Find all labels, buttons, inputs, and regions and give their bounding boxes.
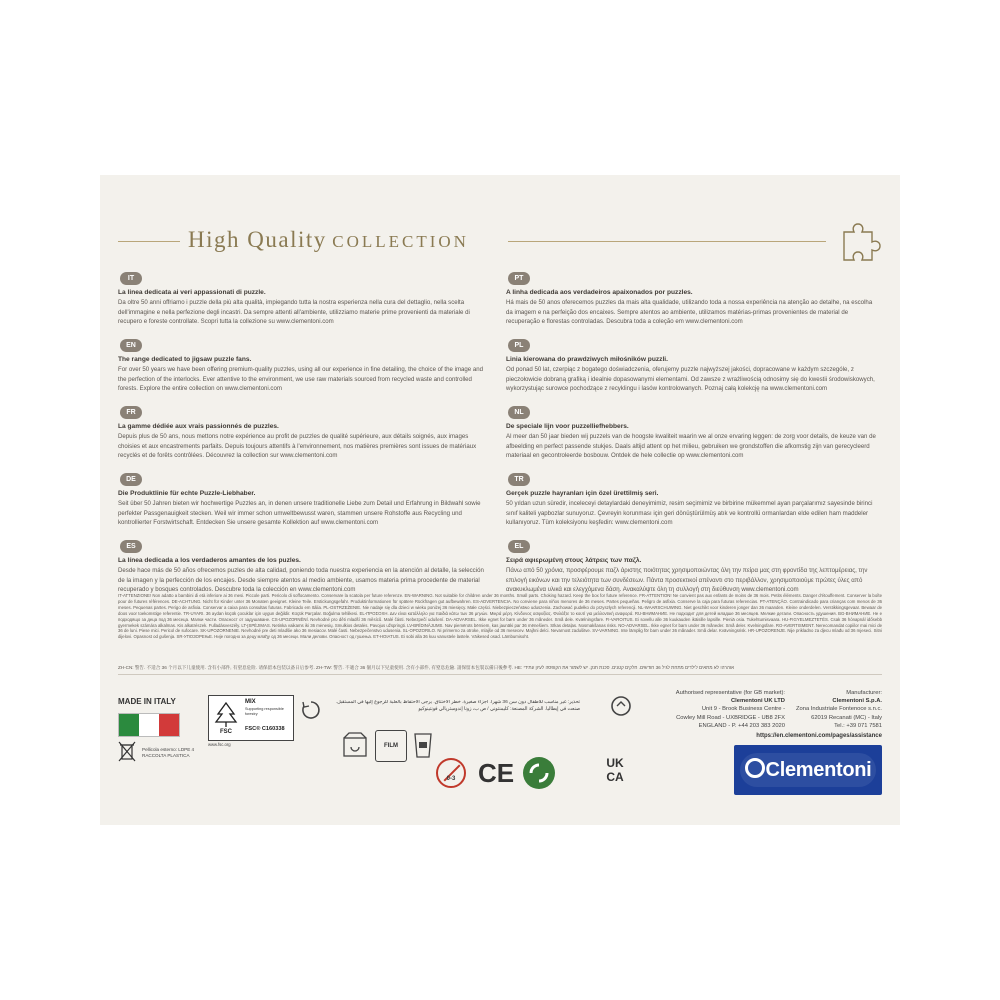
language-block-fr <box>118 401 490 468</box>
manufacturer-address-line: 62019 Recanati (MC) - Italy <box>811 714 882 721</box>
language-description: Πάνω από 50 χρόνια, προσφέρουμε παζλ άριστης ποιότητας χρησιμοποιώντας όλη την πείρα μας στη φροντίδα της λεπτομέρειας, την επιλογή εικόνων και την τελειότητα των συνδέσεων. Πάντα προσεκτικοί απέναντι στο περιβάλλον, χρησιμοποιούμε πρώτες ύλες από ανακυκλωμένα υλικά και ελεγχόμενα δάση. Ανακαλύψτε όλη τη συλλογή στη διεύθυνση www.clementoni.com <box>506 567 868 594</box>
authorised-label: Authorised representative (for GB market): <box>675 690 785 696</box>
language-headline: A linha dedicada aos verdadeiros apaixonados por puzzles. <box>506 289 693 296</box>
age-warning-text: 0-3 <box>446 776 456 782</box>
authorised-address-line: Unit 9 - Brook Business Centre - <box>701 706 785 713</box>
language-badge: FR <box>120 406 142 419</box>
language-description: Al meer dan 50 jaar bieden wij puzzels van de hoogste kwaliteit waarin we al onze ervaring leggen: de zorg voor details, de keuze van de afbeelding en perfect passende stukjes. Daals altijd attent op het milieu, gebruiken we grondstoffen die afkomstig zijn van gerecycleerd materiaal en gecontroleerde bosbouw. Ontdek de hele collectie op www.clementoni.com <box>506 433 876 460</box>
language-description: 50 yıldan uzun süredir, inceleceyi detaylardaki deneyimimiz, resim seçimimiz ve birbirine mükemmel ayan parçalarımız sayesinde birinci sınıf kaliteli yapbozlar sunuyoruz. Çevreyin korunması için geri dönüştürülmüş atık ve kontrollü ormanlardan elde edilen ham maddeler kullanıyoruz. Tüm koleksiyonu keşfedin: www.clementoni.com <box>506 500 873 527</box>
logo-ring-icon <box>745 758 765 778</box>
manufacturer-address-line: Tel.: +39 071 7581 <box>834 722 882 729</box>
svg-text:FSC: FSC <box>220 729 232 734</box>
language-headline: Linia kierowana do prawdziwych miłośników puzzli. <box>506 356 668 363</box>
puzzle-piece-icon <box>838 220 882 264</box>
language-badge: TR <box>508 473 530 486</box>
language-column-right <box>506 267 878 602</box>
language-description: Depuis plus de 50 ans, nous mettons notre expérience au profit de puzzles de qualité supérieure, aux détails soignés, aux images choisies et aux encastrements parfaits. Depuis toujours attentifs à l'environnement, nos matières premières sont issues de matériaux recyclés et de forêts contrôlées. Découvrez la collection sur www.clementoni.com <box>118 433 477 460</box>
language-description: Seit über 50 Jahren bieten wir hochwertige Puzzles an, in denen unsere traditionelle Liebe zum Detail und Erfahrung in Bildwahl sowie perfekter Passgenauigkeit stecken. Weil wir immer schon umweltbewusst waren, stammen unsere Rohstoffe aus Recycling und kontrollierter Forstwirtschaft. Entdecken Sie unsere gesamte Kollektion auf www.clementoni.com <box>118 500 481 527</box>
header-rule-left <box>118 241 180 242</box>
language-badge: NL <box>508 406 530 419</box>
authorised-name: Clementoni UK LTD <box>731 698 785 705</box>
manufacturer-address-line: Zona Industriale Fontenoce s.n.c. <box>795 706 882 713</box>
language-block-it <box>118 267 490 334</box>
language-column-left <box>118 267 490 602</box>
fsc-tree-icon <box>213 700 239 734</box>
authorised-address-line: Cowley Mill Road - UXBRIDGE - UB8 2FX <box>676 714 785 721</box>
authorised-representative <box>600 689 785 730</box>
language-block-pt <box>506 267 878 334</box>
language-badge: DE <box>120 473 142 486</box>
language-badge: PT <box>508 272 530 285</box>
age-warning-icon <box>436 758 466 788</box>
made-in-label: MADE IN ITALY <box>118 697 176 706</box>
fsc-url: www.fsc.org <box>208 742 231 747</box>
product-sheet <box>100 175 900 825</box>
language-headline: La linea dedicata ai veri appassionati di puzzle. <box>118 289 266 296</box>
italy-flag-icon <box>118 713 180 737</box>
language-headline: Die Produktlinie für echte Puzzle-Liebhaber. <box>118 490 256 497</box>
fsc-label <box>208 695 294 741</box>
fsc-mix: MIX <box>245 699 256 705</box>
green-dot-icon <box>522 756 556 790</box>
flag-white-stripe <box>139 714 159 736</box>
manufacturer <box>795 689 882 730</box>
manufacturer-label: Manufacturer: <box>846 690 882 696</box>
logo-text: Clementoni <box>765 759 872 781</box>
language-badge: EN <box>120 339 142 352</box>
language-block-nl <box>506 401 878 468</box>
film-recycle-icon: FILM <box>375 730 407 762</box>
language-block-en <box>118 334 490 401</box>
flag-red-stripe <box>159 714 179 736</box>
collection-title-main: High Quality <box>188 227 327 252</box>
language-block-tr <box>506 468 878 535</box>
collection-title-sub: COLLECTION <box>332 232 469 251</box>
manufacturer-name: Clementoni S.p.A. <box>832 698 882 705</box>
language-block-de <box>118 468 490 535</box>
cup-recycle-icon <box>410 730 436 760</box>
language-description: For over 50 years we have been offering premium-quality puzzles, using all our experience in fine detailing, the choice of the image and the perfection of the interlocks. Ever attentive to the environment, we use raw materials sourced from recycled waste and controlled forests. Explore the entire collection on www.clementoni.com <box>118 366 484 393</box>
language-headline: La gamme dédiée aux vrais passionnés de puzzles. <box>118 423 279 430</box>
footer-divider <box>118 674 882 675</box>
language-badge: EL <box>508 540 530 553</box>
arabic-warning: تحذير: غير مناسب للأطفال دون سن 36 شهرا. أجزاء صغيرة. خطر الاختناق. يرجى الاحتفاظ بالعلبة للرجوع إليها في المستقبل. صنعت في إيطاليا. الشركة المصنعة: كليمنتوني / ص ب، زونا إندوستريالي فونتينوكيو <box>335 700 580 712</box>
ce-mark-icon: CE <box>478 758 515 788</box>
language-headline: Σειρά αφιερωμένη στους λάτρεις των παζλ. <box>506 557 642 564</box>
language-block-pl <box>506 334 878 401</box>
language-badge: PL <box>508 339 530 352</box>
language-badge: IT <box>120 272 142 285</box>
asian-hebrew-warnings: ZH-CN: 警告. 不适合 36 个月以下儿童使用. 含有小部件, 有窒息危险. 请保留本包装以备日后参考. ZH-TW: 警告. 不適合 36 個月以下兒童使用. 含有小部件, 有窒息危險. 請保留本包裝以備日後參考. HE: אזהרה! לא מתאים לילדים מתחת לגיל 36 חודשים. חלקים קטנים. סכנת חנק. יש לשמור את הקופסה לעיון עתידי <box>118 665 735 670</box>
language-headline: The range dedicated to jigsaw puzzle fans. <box>118 356 252 363</box>
language-headline: De speciale lijn voor puzzelliefhebbers. <box>506 423 629 430</box>
language-badge: ES <box>120 540 142 553</box>
crossed-bin-icon <box>118 740 136 762</box>
language-description: Da oltre 50 anni offriamo i puzzle della più alta qualità, impiegando tutta la nostra esperienza nella cura del dettaglio, nella scelta dell'immagine e nella perfezione degli incastri. Da sempre attenti all'ambiente, utilizziamo materie prime provenienti da materiale di recupero e foreste controllate. Scopri tutta la collezione su www.clementoni.com <box>118 299 470 326</box>
packaging-recycle-text: Pellicola esterno: LDPE 4 RACCOLTA PLASTICA <box>142 747 195 758</box>
flag-green-stripe <box>119 714 139 736</box>
fsc-code: FSC® C160338 <box>245 726 285 732</box>
ukca-mark-icon: UK CA <box>606 756 624 784</box>
fsc-subtitle: Supporting responsible forestry <box>245 707 284 716</box>
assistance-link[interactable]: https://en.clementoni.com/pages/assistance <box>756 733 882 739</box>
clementoni-logo <box>734 745 882 795</box>
recycle-loop-icon <box>300 699 322 721</box>
language-description: Há mais de 50 anos oferecemos puzzles da mais alta qualidade, utilizando toda a nossa experiência na atenção ao detalhe, na escolha da imagem e na perfeição dos encaixes. Sempre atentos ao ambiente, utilizamos matérias-primas provenientes de material de recuperação e florestas controladas. Descubra toda a coleção em www.clementoni.com <box>506 299 873 326</box>
safety-warnings: IT-ATTENZIONE! Non adatto a bambini di età inferiore ai 36 mesi. Piccole parti. Pericolo di soffocamento. Conservare la scatola per future referenze. EN-WARNING. Not suitable for children under 36 months. Small parts. Choking hazard. Keep the box for future reference. FR-ATTENTION! Ne convient pas aux enfants de moins de 36 mois. Petits éléments. Danger d'étouffement. Conserver la boîte pour de futures références. DE-ACHTUNG. Nicht für Kinder unter 36 Monaten geeignet. Kleine Teile. Erstickungsgefahr. Produktinformationen für spätere Rückfragen gut aufbewahren. ES-ADVERTENCIA. No conviene para niños menores de 36 meses. Partes pequeñas. Peligro de asfixia. Conserve la caja para futuras referencias. PT-ATENÇÃO. Contraindicado para crianças com menos de 36 meses. Pequenas partes. Perigo de asfixia. Conservar a caixa para consultas futuras. Fabricado em Itália. PL-OSTRZEŻENIE. Nie nadaje się dla dzieci w wieku poniżej 36 miesięcy. Małe części. Niebezpieczeństwo uduszenia. Zachować pudełko do przyszłych referencji. NL-WAARSCHUWING. Niet geschikt voor kinderen jonger dan 36 maanden. Kleine onderdelen. Verstikkingsgevaar. Bewaar de doos voor toekomstige referentie. TR-UYARI. 36 aydan küçük çocuklar için uygun değildir. Küçük Parçalar. Boğulma tehlikesi. EL-ΠΡΟΣΟΧΗ. Δεν είναι κατάλληλο για παιδιά κάτω των 36 μηνών. Μικρά μέρη. Κίνδυνος ασφυξίας. Φυλάξτε το κουτί για μελλοντική αναφορά. RU-ВНИМАНИЕ. Не подходит для детей младше 36 месяцев. Мелкие детали. Опасность удушения. BG-ВНИМАНИЕ. Не е подходящо за деца под 36 месеца. Малки части. Опасност от задушаване. CS-UPOZORNĚNÍ. Nevhodné pro děti mladší 36 měsíců. Malé části. Nebezpečí udušení. DA-ADVARSEL. Ikke egnet for børn under 36 måneder. Små dele. Kvælningsfare. FI-VAROITUS. Ei sovellu alle 36 kuukauden ikäisille lapsille. Pieniä osia. Tukehtumisvaara. HU-FIGYELMEZTETÉS. Csak 36 hónapnál idősebb gyermekek számára alkalmas. Kis alkatrészek. Fulladásveszély. LT-ĮSPĖJIMAS. Netinka vaikams iki 36 mėnesių. Smulkios detalės. Pavojus užspringti. LV-BRĪDINĀJUMS. Nav piemērots bērniem, kas jaunāki par 36 mēnešiem. Sīkas detaļas. Nosmakšanas risks. NO-ADVARSEL. Ikke egnet for barn under 36 måneder. Små deler. Kvelningsfare. RO-AVERTISMENT. Nerecomandat copiilor mai mici de 36 de luni. Piese mici. Pericol de sufocare. SK-UPOZORNENIE. Nevhodné pre deti mladšie ako 36 mesiacov. Malé časti. Nebezpečenstvo udusenia. SL-OPOZORILO. Ni primerno za otroke, mlajše od 36 mesecev. Majhni delci. Nevarnost zadušitve. SV-VARNING. Inte lämplig för barn under 36 månader. Små delar. Kvävningsrisk. HR-UPOZORENJE. Nije prikladno za djecu mlađu od 36 mjeseci. Sitni dijelovi. Opasnost od gušenja. SR-УПОЗОРЕЊЕ. Није погодно за децу млађу од 36 месеци. Мали делови. Опасност од гушења. ET-HOIATUS. Ei sobi alla 36 kuu vanustele lastele. Väikesed osad. Lämbumisoht. <box>118 593 882 640</box>
language-block-el <box>506 535 878 602</box>
logo-wordmark <box>734 758 882 782</box>
language-headline: Gerçek puzzle hayranları için özel ürettilmiş seri. <box>506 490 659 497</box>
language-headline: La línea dedicada a los verdaderos amantes de los puzles. <box>118 557 301 564</box>
header-rule-right <box>508 241 826 242</box>
authorised-address-line: ENGLAND - P. +44 203 383 2020 <box>698 722 785 729</box>
language-block-es <box>118 535 490 602</box>
box-recycle-icon <box>340 730 370 760</box>
language-description: Od ponad 50 lat, czerpiąc z bogatego doświadczenia, oferujemy puzzle najwyższej jakości, dopracowane w każdym szczególe, z pieczołowicie dobraną grafiką i idealnie dopasowanymi elementami. Od zawsze z wrażliwością odnosimy się do kwestii środowiskowych, wykorzystując surowce pochodzące z recyklingu i lasów kontrolowanych. Poznaj całą kolekcję na www.clementoni.com <box>506 366 875 393</box>
language-description: Desde hace más de 50 años ofrecemos puzles de alta calidad, poniendo toda nuestra experiencia en la atención al detalle, la selección de la imagen y la perfección de los encajes. Desde siempre atentos al medio ambiente, usamos materia prima procedente de material recuperado y bosques controlados. Descubre toda la colección en www.clementoni.com <box>118 567 484 594</box>
collection-header <box>100 225 900 255</box>
collection-title <box>188 227 469 253</box>
